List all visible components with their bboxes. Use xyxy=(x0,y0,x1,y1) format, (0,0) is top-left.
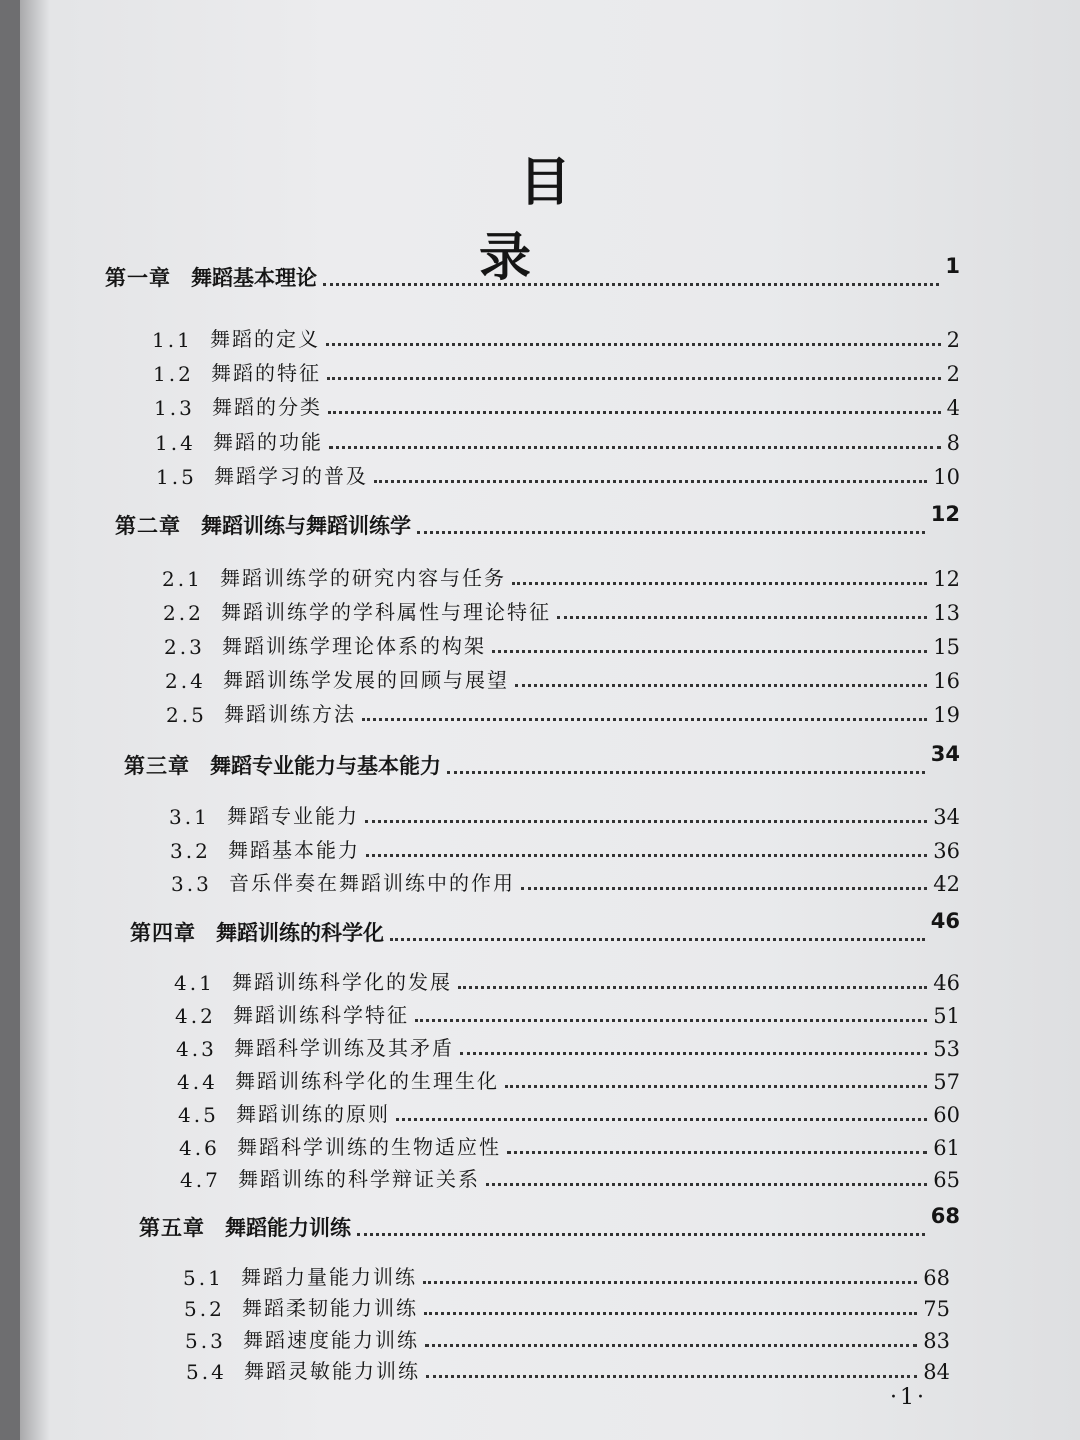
toc-section-3-3 xyxy=(171,867,960,896)
section-page-number: 15 xyxy=(933,635,960,659)
dot-leader xyxy=(329,446,941,449)
toc-section-1-2 xyxy=(153,357,960,386)
toc-section-3-2 xyxy=(170,834,960,863)
dot-leader xyxy=(515,684,927,687)
section-page-number: 57 xyxy=(933,1070,960,1094)
chapter-number: 第二章 xyxy=(115,514,181,538)
section-number: 2.2 xyxy=(163,601,204,625)
section-number: 1.3 xyxy=(154,396,195,420)
section-number: 5.2 xyxy=(184,1297,225,1321)
toc-section-2-1 xyxy=(162,562,960,591)
section-page-number: 12 xyxy=(933,567,960,591)
toc-section-1-5 xyxy=(156,460,960,489)
section-page-number: 4 xyxy=(946,396,960,420)
section-title: 舞蹈的功能 xyxy=(213,430,323,454)
dot-leader xyxy=(390,938,925,941)
toc-section-4-5 xyxy=(178,1098,960,1127)
section-number: 2.1 xyxy=(162,567,203,591)
section-number: 4.1 xyxy=(174,971,215,995)
chapter-page-number: 34 xyxy=(930,742,960,766)
section-number: 5.4 xyxy=(186,1360,227,1384)
dot-leader xyxy=(557,616,927,619)
section-page-number: 75 xyxy=(923,1297,950,1321)
section-number: 3.2 xyxy=(170,839,211,863)
section-page-number: 10 xyxy=(933,465,960,489)
section-page-number: 83 xyxy=(923,1329,950,1353)
dot-leader xyxy=(365,820,927,823)
section-title: 舞蹈的定义 xyxy=(210,327,320,351)
section-title: 舞蹈的分类 xyxy=(212,395,322,419)
section-number: 4.5 xyxy=(178,1103,219,1127)
section-number: 2.3 xyxy=(164,635,205,659)
section-title: 舞蹈训练的科学辩证关系 xyxy=(238,1167,480,1191)
dot-leader xyxy=(424,1312,917,1315)
toc-section-4-2 xyxy=(175,999,960,1028)
section-number: 2.5 xyxy=(166,703,207,727)
dot-leader xyxy=(323,283,939,286)
section-title: 舞蹈训练学理论体系的构架 xyxy=(222,634,486,658)
section-page-number: 42 xyxy=(933,872,960,896)
section-number: 4.4 xyxy=(177,1070,218,1094)
toc-section-4-7 xyxy=(180,1163,960,1192)
dot-leader xyxy=(326,343,941,346)
toc-section-3-1 xyxy=(169,800,960,829)
section-title: 舞蹈专业能力 xyxy=(227,804,359,828)
dot-leader xyxy=(425,1344,917,1347)
section-page-number: 53 xyxy=(933,1037,960,1061)
chapter-title: 舞蹈训练与舞蹈训练学 xyxy=(201,514,411,538)
section-page-number: 84 xyxy=(923,1360,950,1384)
section-title: 舞蹈训练方法 xyxy=(224,702,356,726)
dot-leader xyxy=(486,1183,927,1186)
section-title: 舞蹈训练学发展的回顾与展望 xyxy=(223,668,509,692)
section-number: 3.1 xyxy=(169,805,210,829)
dot-leader xyxy=(328,411,941,414)
toc-section-1-4 xyxy=(155,426,960,455)
dot-leader xyxy=(396,1118,927,1121)
section-number: 5.1 xyxy=(183,1266,224,1290)
toc-section-4-1 xyxy=(174,966,960,995)
toc-chapter-4 xyxy=(130,909,960,947)
section-title: 舞蹈的特征 xyxy=(211,361,321,385)
toc-section-5-2 xyxy=(184,1292,950,1321)
dot-leader xyxy=(362,718,927,721)
section-title: 音乐伴奏在舞蹈训练中的作用 xyxy=(229,871,515,895)
dot-leader xyxy=(521,887,927,890)
section-number: 3.3 xyxy=(171,872,212,896)
section-page-number: 8 xyxy=(946,431,960,455)
section-number: 4.6 xyxy=(179,1136,220,1160)
toc-chapter-1 xyxy=(105,254,960,292)
toc-chapter-3 xyxy=(124,742,960,780)
toc-section-4-3 xyxy=(176,1032,960,1061)
section-title: 舞蹈科学训练的生物适应性 xyxy=(237,1135,501,1159)
section-number: 4.2 xyxy=(175,1004,216,1028)
section-number: 1.5 xyxy=(156,465,197,489)
section-page-number: 16 xyxy=(933,669,960,693)
dot-leader xyxy=(366,854,927,857)
section-title: 舞蹈速度能力训练 xyxy=(243,1328,419,1352)
chapter-page-number: 12 xyxy=(930,502,960,526)
chapter-number: 第一章 xyxy=(105,266,171,290)
section-page-number: 51 xyxy=(933,1004,960,1028)
toc-section-5-1 xyxy=(183,1261,950,1290)
dot-leader xyxy=(327,377,941,380)
page-folio: ·1· xyxy=(890,1385,927,1410)
section-number: 2.4 xyxy=(165,669,206,693)
page-gutter-shadow xyxy=(20,0,50,1440)
chapter-title: 舞蹈专业能力与基本能力 xyxy=(210,754,441,778)
chapter-title: 舞蹈能力训练 xyxy=(225,1216,351,1240)
section-number: 1.2 xyxy=(153,362,194,386)
chapter-title: 舞蹈训练的科学化 xyxy=(216,921,384,945)
section-title: 舞蹈柔韧能力训练 xyxy=(242,1296,418,1320)
dot-leader xyxy=(423,1281,917,1284)
dot-leader xyxy=(417,531,925,534)
section-number: 4.3 xyxy=(176,1037,217,1061)
section-title: 舞蹈训练科学化的发展 xyxy=(232,970,452,994)
section-title: 舞蹈科学训练及其矛盾 xyxy=(234,1036,454,1060)
dot-leader xyxy=(357,1233,925,1236)
toc-section-2-4 xyxy=(165,664,960,693)
section-title: 舞蹈学习的普及 xyxy=(214,464,368,488)
section-page-number: 65 xyxy=(933,1168,960,1192)
dot-leader xyxy=(447,771,925,774)
toc-section-5-4 xyxy=(186,1355,950,1384)
toc-chapter-5 xyxy=(139,1204,960,1242)
dot-leader xyxy=(426,1375,917,1378)
section-page-number: 2 xyxy=(946,362,960,386)
section-title: 舞蹈力量能力训练 xyxy=(241,1265,417,1289)
toc-chapter-2 xyxy=(115,502,960,540)
section-title: 舞蹈基本能力 xyxy=(228,838,360,862)
section-number: 1.4 xyxy=(155,431,196,455)
toc-section-2-5 xyxy=(166,698,960,727)
dot-leader xyxy=(507,1151,927,1154)
section-title: 舞蹈训练的原则 xyxy=(236,1102,390,1126)
book-page xyxy=(20,0,1080,1440)
dot-leader xyxy=(505,1085,927,1088)
dot-leader xyxy=(458,986,927,989)
toc-section-4-6 xyxy=(179,1131,960,1160)
section-title: 舞蹈训练科学特征 xyxy=(233,1003,409,1027)
section-page-number: 13 xyxy=(933,601,960,625)
section-number: 5.3 xyxy=(185,1329,226,1353)
section-title: 舞蹈训练学的学科属性与理论特征 xyxy=(221,600,551,624)
chapter-page-number: 1 xyxy=(945,254,960,278)
chapter-page-number: 68 xyxy=(930,1204,960,1228)
section-number: 4.7 xyxy=(180,1168,221,1192)
dot-leader xyxy=(374,480,927,483)
toc-section-1-1 xyxy=(152,323,960,352)
chapter-number: 第四章 xyxy=(130,921,196,945)
section-page-number: 60 xyxy=(933,1103,960,1127)
toc-section-2-3 xyxy=(164,630,960,659)
dot-leader xyxy=(460,1052,927,1055)
section-page-number: 68 xyxy=(923,1266,950,1290)
section-page-number: 2 xyxy=(946,328,960,352)
section-page-number: 19 xyxy=(933,703,960,727)
dot-leader xyxy=(512,582,927,585)
dot-leader xyxy=(492,650,927,653)
toc-section-4-4 xyxy=(177,1065,960,1094)
page-title: 目 录 xyxy=(478,153,784,288)
section-title: 舞蹈灵敏能力训练 xyxy=(244,1359,420,1383)
toc-section-5-3 xyxy=(185,1324,950,1353)
toc-section-1-3 xyxy=(154,391,960,420)
chapter-number: 第五章 xyxy=(139,1216,205,1240)
section-page-number: 34 xyxy=(933,805,960,829)
section-page-number: 36 xyxy=(933,839,960,863)
section-title: 舞蹈训练学的研究内容与任务 xyxy=(220,566,506,590)
chapter-page-number: 46 xyxy=(930,909,960,933)
dot-leader xyxy=(415,1019,927,1022)
chapter-title: 舞蹈基本理论 xyxy=(191,266,317,290)
section-title: 舞蹈训练科学化的生理生化 xyxy=(235,1069,499,1093)
section-page-number: 61 xyxy=(933,1136,960,1160)
toc-section-2-2 xyxy=(163,596,960,625)
chapter-number: 第三章 xyxy=(124,754,190,778)
section-page-number: 46 xyxy=(933,971,960,995)
section-number: 1.1 xyxy=(152,328,193,352)
